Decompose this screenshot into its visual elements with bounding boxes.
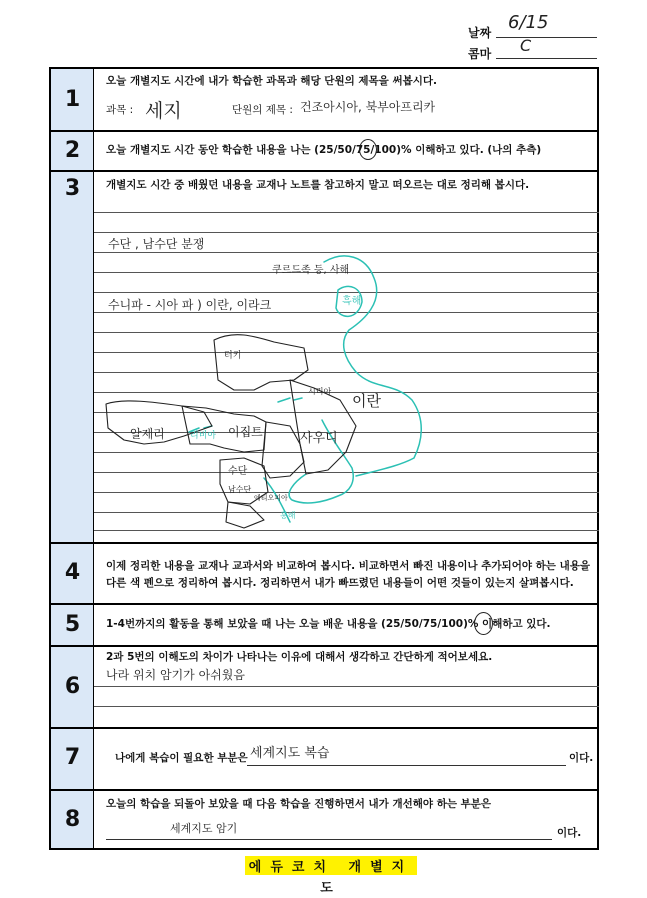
row-divider: [49, 645, 599, 647]
row5-prompt: 1-4번까지의 활동을 통해 보았을 때 나는 오늘 배운 내용을 (25/50/75/100)% 이해하고 있다.: [106, 618, 551, 630]
south-sudan-outline: [226, 502, 264, 528]
row4-prompt-line1: 이제 정리한 내용을 교재나 교과서와 비교하여 봅시다. 비교하면서 빠진 내용이나 추가되어야 하는 내용을: [106, 560, 591, 572]
subject-value[interactable]: 세지: [145, 100, 182, 122]
selection-circle: [474, 612, 493, 635]
map-label-egypt: 이집트: [228, 425, 263, 439]
row-number-8: 8: [64, 807, 81, 832]
comma-value[interactable]: C: [520, 36, 532, 55]
row1-prompt: 오늘 개별지도 시간에 내가 학습한 과목과 해당 단원의 제목을 써봅시다.: [106, 75, 438, 87]
date-value[interactable]: 6/15: [508, 12, 549, 33]
row-number-5: 5: [64, 612, 81, 637]
row3-prompt: 개별지도 시간 중 배웠던 내용을 교재나 노트를 참고하지 말고 떠오르는 대로 정리해 봅시다.: [106, 179, 530, 191]
map-label-sudan: 수단: [228, 466, 248, 477]
row-number-6: 6: [64, 674, 81, 699]
row-number-7: 7: [64, 745, 81, 770]
map-label-algeria: 알제리: [130, 427, 165, 441]
row7-prompt: 나에게 복습이 필요한 부분은: [115, 752, 248, 764]
map-label-south-sudan: 남수단: [228, 485, 252, 494]
row2-prompt: 오늘 개별지도 시간 동안 학습한 내용을 나는 (25/50/75/100)% 이해하고 있다. (나의 추측): [106, 144, 542, 156]
map-label-turkey: 터키: [224, 351, 242, 361]
note-line-2[interactable]: 쿠르드족 등, 사해: [272, 265, 350, 276]
row6-prompt: 2과 5번의 이해도의 차이가 나타나는 이유에 대해서 생각하고 간단하게 적어보세요.: [106, 651, 493, 663]
date-underline: [496, 37, 597, 38]
row-number-4: 4: [64, 560, 81, 585]
row-divider: [49, 603, 599, 605]
unit-value[interactable]: 건조아시아, 북부아프리카: [300, 100, 436, 114]
row-divider: [49, 130, 599, 132]
row-number-3: 3: [64, 176, 81, 201]
row-number-2: 2: [64, 138, 81, 163]
row7-suffix: 이다.: [569, 752, 594, 764]
unit-label: 단원의 제목 :: [232, 104, 293, 116]
map-label-libya: 리비아: [190, 431, 217, 441]
row8-prompt: 오늘의 학습을 되돌아 보았을 때 다음 학습을 진행하면서 내가 개선해야 하는 부분은: [106, 798, 492, 810]
row8-answer[interactable]: 세계지도 암기: [170, 822, 238, 835]
note-line-3[interactable]: 수니파 - 시아 파 ) 이란, 이라크: [108, 298, 272, 312]
ruled-line: [94, 686, 599, 687]
map-sketch: [94, 230, 444, 540]
row8-answer-line: [106, 839, 552, 840]
map-label-black-sea: 흑해: [342, 296, 362, 307]
date-label: 날짜: [468, 26, 492, 40]
map-label-saudi: 사우디: [300, 431, 338, 446]
note-line-1[interactable]: 수단 , 남수단 분쟁: [108, 237, 205, 251]
row-divider: [49, 170, 599, 172]
map-label-ethiopia: 에티오피아: [254, 494, 288, 502]
footer-banner: [245, 856, 417, 896]
row8-suffix: 이다.: [557, 827, 582, 839]
map-label-red-sea: 홍해: [280, 511, 296, 520]
comma-label: 콤마: [468, 47, 492, 61]
ruled-line: [94, 212, 599, 213]
map-label-syria: 시리아: [308, 387, 332, 396]
row4-prompt-line2: 다른 색 펜으로 정리하여 봅시다. 정리하면서 내가 빠뜨렸던 내용들이 어떤 것들이 있는지 살펴봅시다.: [106, 577, 574, 589]
map-label-iran: 이란: [352, 392, 381, 410]
row-divider: [49, 542, 599, 544]
row-divider: [49, 789, 599, 791]
comma-underline: [496, 58, 597, 59]
row-divider: [49, 727, 599, 729]
row7-answer[interactable]: 세계지도 복습: [250, 746, 330, 761]
footer-text: 에듀코치 개별지도: [248, 860, 414, 896]
selection-circle: [359, 139, 377, 160]
ruled-line: [94, 706, 599, 707]
subject-label: 과목 :: [106, 104, 134, 116]
row6-answer[interactable]: 나라 위치 암기가 아쉬웠음: [106, 668, 245, 682]
row-number-1: 1: [64, 87, 81, 112]
row7-answer-line: [247, 765, 566, 766]
